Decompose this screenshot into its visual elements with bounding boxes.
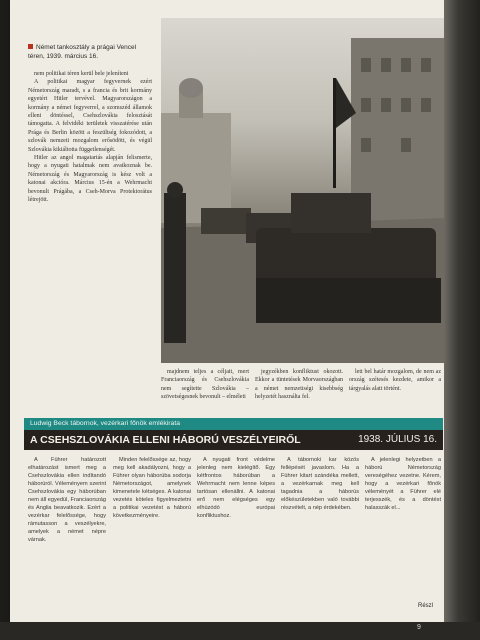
body-column-4 (349, 368, 441, 393)
article-column-5 (365, 456, 441, 512)
article-kicker: Ludwig Beck tábornok, vezérkari főnök emlékirata (24, 418, 443, 430)
article-column-2 (113, 456, 191, 520)
caption-text: Német tankosztály a prágai Vencel téren, 1939. március 16. (28, 44, 137, 60)
paragraph: A Führer határozott elhatározást ismert meg a Csehszlovákia ellen indítandó háborúról. Véleményem szerint Csehszlovákia egy háborúban nem áll egyedül, Franciaország és Anglia beavatkozik. Ezért a vezérkar felelőssége, hogy rámutasson a veszélyekre, amelyek a német népre várnak. (28, 457, 106, 543)
paragraph: A nyugati front védelme jelenleg nem kielégítő. Egy kétfrontos háborúban a Wehrmacht nem lenne képes tartósan ellenállni. A katonai erő nem elégséges egy elhúzódó európai konfliktushoz. (197, 457, 275, 519)
caption-bullet-icon (28, 44, 33, 49)
paragraph: jegyzékben konfliktust okozott. Ekkor a tüntetések Morvaországban a német nemzetiségi kisebbség helyzetét használta fel. (255, 369, 343, 401)
paragraph: Minden felelőssége az, hogy meg kell akadályozni, hogy a Führer olyan háborúba sodorja Németországot, amelynek kimenetele kétséges. A katonai vezetés köteles figyelmeztetni a politikai vezetést a háború következményeire. (113, 457, 191, 519)
bottom-shadow-strip (0, 622, 480, 640)
continued-marker: Részl (418, 603, 434, 609)
article-title: A CSEHSZLOVÁKIA ELLENI HÁBORÚ VESZÉLYEIRŐL (30, 434, 301, 446)
paragraph: nem politikai téren kerül bele jeleníteni (34, 71, 129, 77)
book-page-edge (444, 0, 480, 640)
tank-photo (161, 18, 444, 363)
article-title-bar (24, 430, 443, 450)
article-column-3 (197, 456, 275, 520)
tank-photo-illustration (161, 18, 444, 363)
article-column-1 (28, 456, 106, 544)
paragraph: A jelenlegi helyzetben a háború Németország vereségéhez vezetne. Kérem, hogy a vezérkari főnök véleményét a Führer elé terjesszék, és a döntést halasszák el... (365, 457, 441, 511)
article-column-4 (281, 456, 359, 512)
paragraph: Hitler az angol magatartás alapján felismerte, hogy a nyugati hatalmak nem avatkoznak be. Németország és Magyarország is kész volt a katonai akcióra. Március 15-én a Wehrmacht bevonult Prágába, a Cseh-Morva Protektorátus létrejött. (28, 155, 152, 204)
body-column-3 (255, 368, 343, 402)
paragraph: A politikai magyar fegyvernek ezért Németország maradt, s a francia és brit kormány egyetért Hitler tervével. Magyarországon a kormány a német fegyverrel, a szomszéd államok elleni döntéssel, Csehszlovákia felosztását támogatta. A felvidéki területek visszatérése után Prága és Berlin között a feszültség fokozódott, a szlovák nemzeti mozgalom erősödött, és végül Szlovákia kikiáltotta függetlenségét. (28, 79, 152, 153)
paragraph: A tábornoki kar közös fellépését javaslom. Ha a Führer kitart szándéka mellett, a vezérkarnak meg kell tagadnia a háborús előkészületekben való további részvételt, a nép érdekében. (281, 457, 359, 511)
photo-caption (28, 44, 152, 61)
paragraph: majdnem teljes a céljait, mert Franciaország és Csehszlovákia nem segítette Szlovákia – szövetségesnek bevonult – elméleti (161, 369, 249, 401)
body-column-2 (161, 368, 249, 402)
magazine-page (10, 0, 444, 640)
body-column-1 (28, 70, 152, 205)
article-date: 1938. JÚLIUS 16. (358, 434, 437, 445)
paragraph: lett bel határ mozgalom, de nem az ország szétesés kezdete, amikor a tárgyalás alatt történt. (349, 369, 441, 392)
page-number: 9 (417, 624, 421, 631)
